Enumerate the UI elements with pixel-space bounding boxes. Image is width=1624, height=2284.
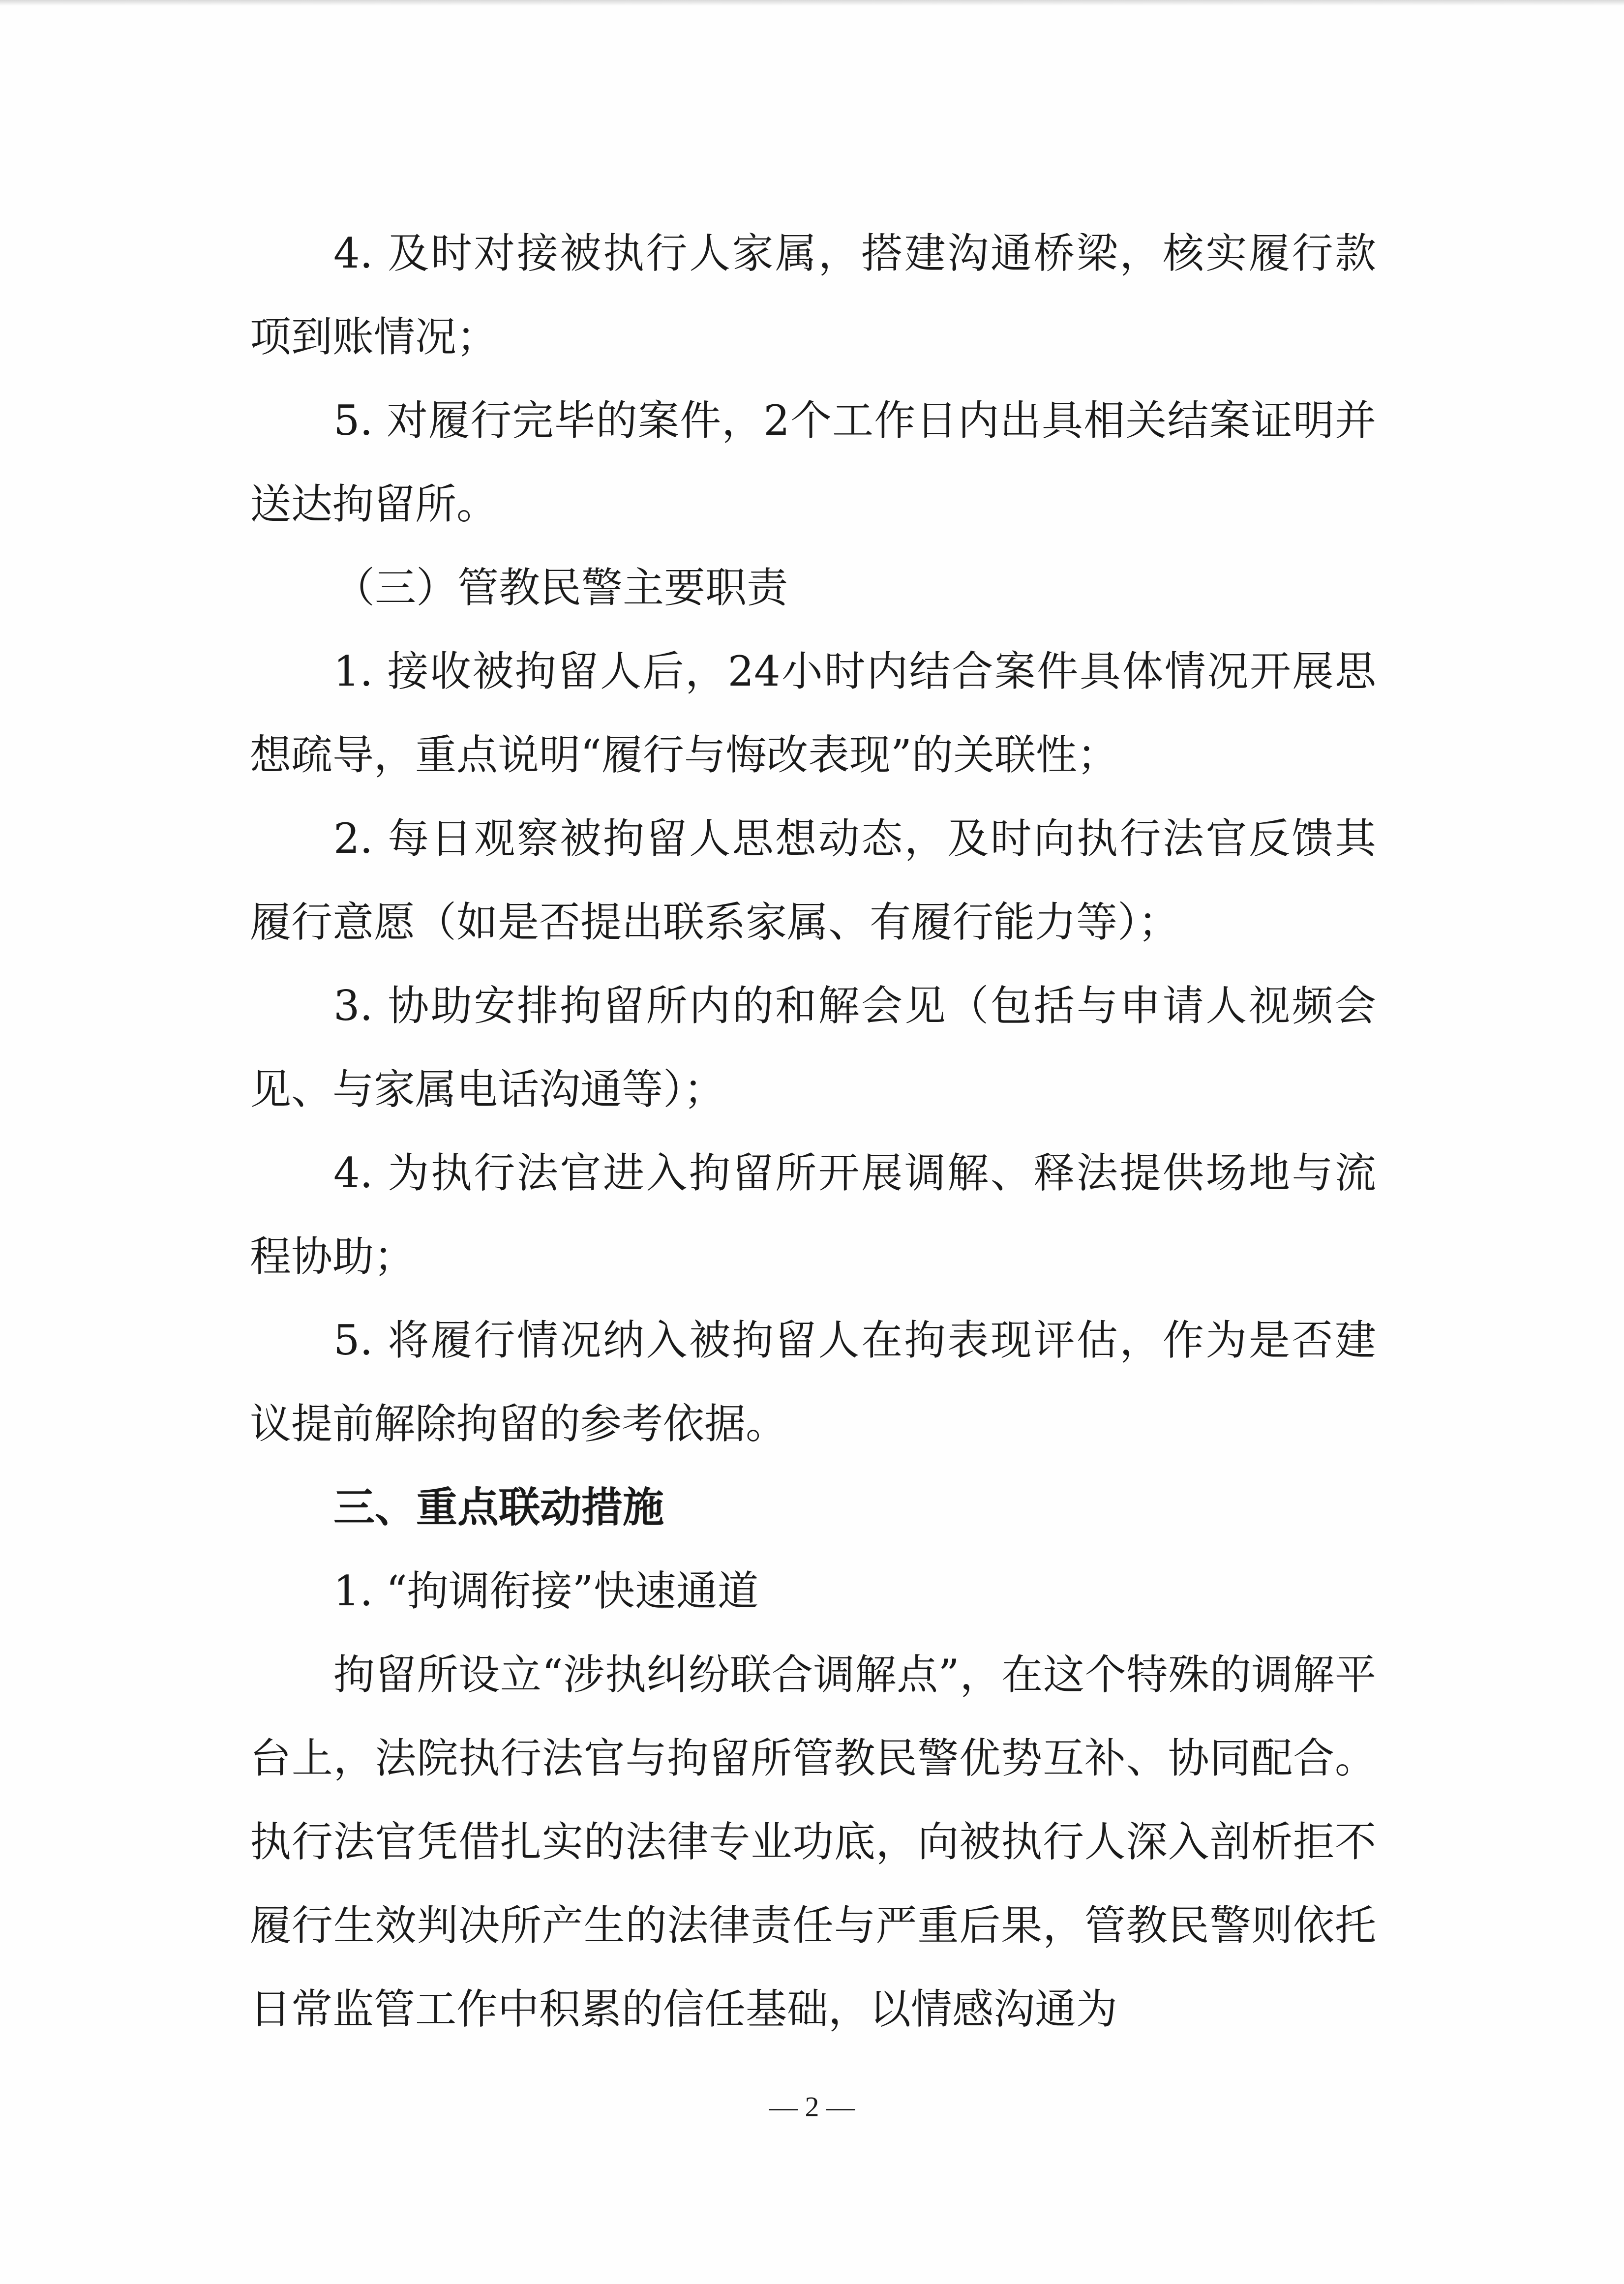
document-body <box>250 211 1376 2051</box>
paragraph-duty-3: 3. 协助安排拘留所内的和解会见（包括与申请人视频会见、与家属电话沟通等）； <box>250 982 1376 1113</box>
page-number: — 2 — <box>769 2091 855 2123</box>
paragraph-item-5: 5. 对履行完毕的案件，2个工作日内出具相关结案证明并送达拘留所。 <box>250 396 1376 528</box>
scan-edge <box>0 0 1624 6</box>
paragraph-duty-2: 2. 每日观察被拘留人思想动态，及时向执行法官反馈其履行意愿（如是否提出联系家属、有履行能力等）； <box>250 814 1376 946</box>
paragraph-duty-5: 5. 将履行情况纳入被拘留人在拘表现评估，作为是否建议提前解除拘留的参考依据。 <box>250 1316 1376 1448</box>
paragraph-item-4: 4. 及时对接被执行人家属，搭建沟通桥梁，核实履行款项到账情况； <box>250 229 1376 361</box>
subheading-fast-channel: 1. “拘调衔接”快速通道 <box>333 1567 759 1615</box>
section-heading-measures: 三、重点联动措施 <box>333 1483 664 1532</box>
section-heading-duties: （三）管教民警主要职责 <box>333 564 788 612</box>
paragraph-mediation-point: 拘留所设立“涉执纠纷联合调解点”，在这个特殊的调解平台上，法院执行法官与拘留所管教民警优势互补、协同配合。执行法官凭借扎实的法律专业功底，向被执行人深入剖析拒不履行生效判决所产生的法律责任与严重后果，管教民警则依托日常监管工作中积累的信任基础，以情感沟通为 <box>250 1651 1376 2033</box>
paragraph-duty-1: 1. 接收被拘留人后，24小时内结合案件具体情况开展思想疏导，重点说明“履行与悔改表现”的关联性； <box>250 647 1376 779</box>
paragraph-duty-4: 4. 为执行法官进入拘留所开展调解、释法提供场地与流程协助； <box>250 1149 1376 1281</box>
